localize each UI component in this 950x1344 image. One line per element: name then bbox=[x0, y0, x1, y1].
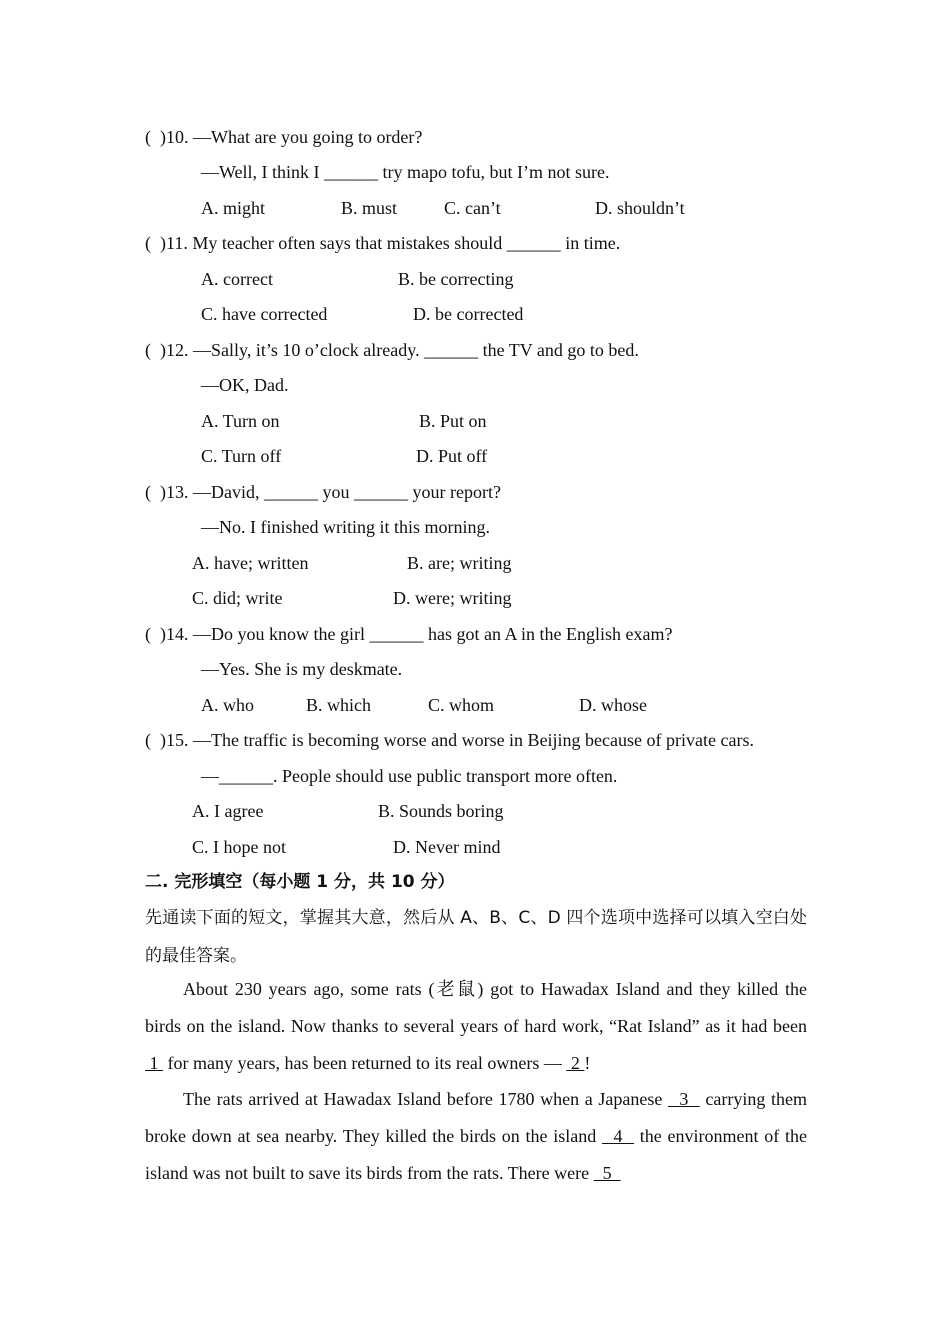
question-11-option-d: D. be corrected bbox=[413, 304, 524, 324]
question-12-option-d: D. Put off bbox=[416, 446, 488, 466]
question-13-option-d: D. were; writing bbox=[393, 588, 512, 608]
question-13-option-b: B. are; writing bbox=[407, 553, 512, 573]
passage-p2-text-b: carrying them broke down at sea nearby. They killed the birds on the island bbox=[145, 1089, 807, 1146]
section-2-heading: 二. 完形填空（每小题 1 分，共 10 分） bbox=[145, 872, 455, 892]
question-15-option-d: D. Never mind bbox=[393, 837, 501, 857]
question-11-option-b: B. be correcting bbox=[398, 269, 514, 289]
question-14-option-a: A. who bbox=[201, 695, 254, 715]
question-12-reply: —OK, Dad. bbox=[201, 375, 289, 395]
question-10-reply: —Well, I think I ______ try mapo tofu, but I’m not sure. bbox=[201, 162, 610, 182]
question-11-option-a: A. correct bbox=[201, 269, 273, 289]
question-10-option-a: A. might bbox=[201, 198, 266, 218]
question-13-reply: —No. I finished writing it this morning. bbox=[201, 517, 490, 537]
question-10-stem: ( )10. —What are you going to order? bbox=[145, 127, 423, 147]
blank-4: 4 bbox=[601, 1126, 635, 1146]
question-13-option-c: C. did; write bbox=[192, 588, 283, 608]
blank-1: 1 bbox=[145, 1053, 163, 1073]
passage-paragraph-1 bbox=[145, 971, 807, 1082]
question-10-option-b: B. must bbox=[341, 198, 398, 218]
question-13-stem: ( )13. —David, ______ you ______ your report? bbox=[145, 482, 501, 502]
question-14-stem: ( )14. —Do you know the girl ______ has got an A in the English exam? bbox=[145, 624, 673, 644]
question-15-stem: ( )15. —The traffic is becoming worse and worse in Beijing because of private cars. bbox=[145, 730, 754, 750]
question-10-option-d: D. shouldn’t bbox=[595, 198, 685, 218]
question-14-option-d: D. whose bbox=[579, 695, 647, 715]
section-2-instruction: 先通读下面的短文，掌握其大意，然后从 A、B、C、D 四个选项中选择可以填入空白处的最佳答案。 bbox=[145, 908, 807, 966]
question-14-option-c: C. whom bbox=[428, 695, 495, 715]
question-14-reply: —Yes. She is my deskmate. bbox=[201, 659, 403, 679]
question-14-option-b: B. which bbox=[306, 695, 371, 715]
question-12-option-b: B. Put on bbox=[419, 411, 487, 431]
question-15-option-c: C. I hope not bbox=[192, 837, 286, 857]
question-12-option-a: A. Turn on bbox=[201, 411, 280, 431]
question-12-option-c: C. Turn off bbox=[201, 446, 282, 466]
blank-5: 5 bbox=[593, 1163, 621, 1183]
question-10-option-c: C. can’t bbox=[444, 198, 501, 218]
question-15-option-b: B. Sounds boring bbox=[378, 801, 504, 821]
blank-2: 2 bbox=[566, 1053, 585, 1073]
question-15-reply: —______. People should use public transport more often. bbox=[201, 766, 618, 786]
passage-paragraph-2 bbox=[145, 1081, 807, 1192]
question-12-stem: ( )12. —Sally, it’s 10 o’clock already. ______ the TV and go to bed. bbox=[145, 340, 639, 360]
question-11-stem: ( )11. My teacher often says that mistakes should ______ in time. bbox=[145, 233, 621, 253]
passage-p1-text-a: About 230 years ago, some rats (老鼠) got to Hawadax Island and they killed the birds on the island. Now thanks to several years of hard work, “Rat Island” as it had been bbox=[145, 979, 807, 1036]
passage-p1-text-b: for many years, has been returned to its real owners — bbox=[163, 1053, 567, 1073]
question-15-option-a: A. I agree bbox=[192, 801, 264, 821]
question-13-option-a: A. have; written bbox=[192, 553, 309, 573]
blank-3: 3 bbox=[668, 1089, 700, 1109]
passage-p2-text-c: the environment of the island was not built to save its birds from the rats. There were bbox=[145, 1126, 807, 1183]
question-11-option-c: C. have corrected bbox=[201, 304, 328, 324]
passage-p2-text-a: The rats arrived at Hawadax Island before 1780 when a Japanese bbox=[183, 1089, 669, 1109]
passage-p1-text-c: ! bbox=[584, 1053, 591, 1073]
